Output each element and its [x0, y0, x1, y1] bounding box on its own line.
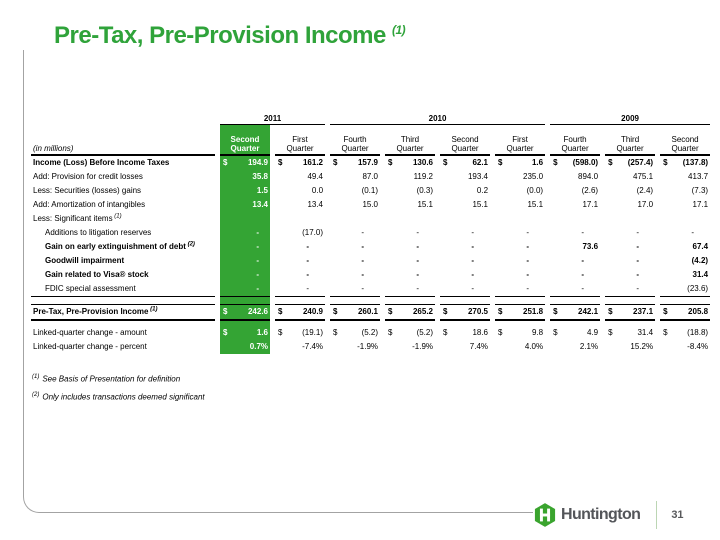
row-label: Gain related to Visa® stock — [45, 270, 149, 280]
value-cell: - — [526, 242, 530, 252]
column-header: Fourth Quarter — [550, 125, 600, 156]
currency-symbol: $ — [498, 307, 503, 317]
value-cell — [495, 212, 545, 226]
value-cell — [550, 212, 600, 226]
year-group-header: 2010 — [330, 108, 545, 125]
value-cell: - — [636, 270, 640, 280]
footer-divider — [656, 501, 657, 529]
value-cell: - — [636, 242, 640, 252]
footnote-1 — [32, 374, 205, 384]
value-cell: $ 270.5 — [440, 304, 490, 321]
spacer-row — [31, 297, 710, 304]
value-cell: 15.1 — [527, 200, 544, 210]
footnote-2 — [32, 392, 205, 402]
table-row — [31, 340, 710, 354]
year-group-header: 2011 — [220, 108, 325, 125]
value-cell: - — [306, 256, 310, 266]
currency-symbol: $ — [498, 158, 503, 168]
value-cell: $ 1.6 — [498, 158, 544, 168]
value-cell: 31.4 — [692, 270, 709, 280]
value-cell: 17.0 — [637, 200, 654, 210]
value-cell: $ (19.1) — [278, 328, 324, 338]
spacer-cell — [550, 297, 600, 304]
spacer-cell — [220, 297, 270, 304]
column-header: Second Quarter — [660, 125, 710, 156]
table-row — [31, 326, 710, 340]
value-cell: $ (257.4) — [608, 158, 654, 168]
value-cell: - — [605, 282, 655, 297]
value-cell: - — [220, 226, 270, 240]
footnotes — [32, 374, 205, 409]
table-row — [31, 304, 710, 321]
currency-symbol: $ — [443, 307, 448, 317]
value-cell: - — [581, 256, 585, 266]
footnote-1-text: See Basis of Presentation for definition — [42, 374, 181, 384]
value-cell: 4.0% — [524, 342, 544, 352]
currency-symbol: $ — [498, 328, 503, 338]
footer-logo-block — [534, 500, 684, 530]
currency-symbol: $ — [388, 158, 393, 168]
spacer-cell — [605, 297, 655, 304]
value-cell: 2.1% — [579, 342, 599, 352]
value-cell — [275, 212, 325, 226]
value-cell: 119.2 — [413, 172, 434, 182]
value-cell: - — [691, 228, 695, 238]
value-cell: - — [526, 228, 530, 238]
currency-symbol: $ — [663, 158, 668, 168]
value-cell: -1.9% — [412, 342, 434, 352]
spacer-cell — [440, 297, 490, 304]
row-label: Less: Securities (losses) gains — [33, 186, 142, 196]
value-cell: $ 237.1 — [605, 304, 655, 321]
currency-symbol: $ — [553, 307, 558, 317]
table-row — [31, 282, 710, 297]
value-cell: $ (18.8) — [663, 328, 709, 338]
value-cell: -1.9% — [357, 342, 379, 352]
value-cell: $ 31.4 — [608, 328, 654, 338]
value-cell: $ (5.2) — [388, 328, 434, 338]
value-cell: - — [636, 256, 640, 266]
income-table-container — [26, 108, 716, 354]
in-millions-label: (in millions) — [31, 125, 215, 156]
currency-symbol: $ — [388, 307, 393, 317]
value-cell: 17.1 — [692, 200, 709, 210]
value-cell: 87.0 — [362, 172, 379, 182]
currency-symbol: $ — [608, 307, 613, 317]
spacer-cell — [385, 297, 435, 304]
value-cell: - — [495, 282, 545, 297]
table-row — [31, 212, 710, 226]
value-cell: $ 251.8 — [495, 304, 545, 321]
table-header — [31, 108, 710, 156]
value-cell — [440, 212, 490, 226]
huntington-logo-icon — [534, 503, 556, 527]
currency-symbol: $ — [553, 328, 558, 338]
value-cell: $ 265.2 — [385, 304, 435, 321]
table-body — [31, 156, 710, 354]
value-cell: - — [416, 242, 420, 252]
page-number: 31 — [671, 509, 684, 521]
page-title-footnote-marker: (1) — [392, 23, 406, 37]
value-cell: - — [471, 256, 475, 266]
value-cell: (0.1) — [361, 186, 379, 196]
value-cell: 193.4 — [467, 172, 489, 182]
value-cell: - — [220, 282, 270, 297]
currency-symbol: $ — [223, 328, 228, 338]
footnote-1-marker: (1) — [32, 374, 40, 380]
row-label: Linked-quarter change - amount — [33, 328, 147, 338]
value-cell: 475.1 — [633, 172, 654, 182]
value-cell: $ 18.6 — [443, 328, 489, 338]
value-cell: 1.5 — [220, 184, 270, 198]
value-cell: $ 194.9 — [220, 156, 270, 170]
value-cell: 15.1 — [472, 200, 489, 210]
value-cell: $ 157.9 — [333, 158, 379, 168]
value-cell: $ 205.8 — [660, 304, 710, 321]
column-header: First Quarter — [495, 125, 545, 156]
page-title-text: Pre-Tax, Pre-Provision Income — [54, 22, 386, 49]
table-row — [31, 226, 710, 240]
value-cell: - — [416, 256, 420, 266]
value-cell: - — [220, 268, 270, 282]
value-cell: - — [471, 242, 475, 252]
column-header: Third Quarter — [385, 125, 435, 156]
spacer-cell — [495, 297, 545, 304]
value-cell: - — [416, 270, 420, 280]
currency-symbol: $ — [278, 328, 283, 338]
value-cell: 894.0 — [578, 172, 599, 182]
value-cell: 15.2% — [630, 342, 654, 352]
value-cell: -7.4% — [302, 342, 324, 352]
value-cell: 17.1 — [582, 200, 599, 210]
value-cell: $ 9.8 — [498, 328, 544, 338]
value-cell: - — [471, 228, 475, 238]
table-row — [31, 254, 710, 268]
value-cell: - — [220, 254, 270, 268]
column-header: Fourth Quarter — [330, 125, 380, 156]
value-cell: - — [306, 270, 310, 280]
value-cell: $ 62.1 — [443, 158, 489, 168]
row-label: Add: Provision for credit losses — [33, 172, 143, 182]
income-table — [26, 108, 715, 354]
value-cell: - — [581, 228, 585, 238]
value-cell: - — [361, 256, 365, 266]
currency-symbol: $ — [333, 307, 338, 317]
value-cell: $ 242.1 — [550, 304, 600, 321]
currency-symbol: $ — [608, 158, 613, 168]
value-cell: $ (5.2) — [333, 328, 379, 338]
currency-symbol: $ — [388, 328, 393, 338]
row-label: Goodwill impairment — [45, 256, 125, 266]
spacer-cell — [330, 297, 380, 304]
table-row — [31, 240, 710, 254]
value-cell: 413.7 — [688, 172, 709, 182]
value-cell: 235.0 — [523, 172, 544, 182]
table-row — [31, 198, 710, 212]
value-cell: $ (598.0) — [553, 158, 599, 168]
value-cell: 35.8 — [220, 170, 270, 184]
value-cell: 0.2 — [476, 186, 489, 196]
value-cell: - — [440, 282, 490, 297]
footnote-2-text: Only includes transactions deemed significant — [42, 392, 205, 402]
corner-cell — [31, 108, 215, 125]
row-label: Additions to litigation reserves — [45, 228, 152, 238]
value-cell: -8.4% — [687, 342, 709, 352]
value-cell: - — [361, 270, 365, 280]
value-cell: (0.0) — [526, 186, 544, 196]
year-header-row — [31, 108, 710, 125]
value-cell: - — [361, 228, 365, 238]
value-cell: - — [330, 282, 380, 297]
currency-symbol: $ — [663, 328, 668, 338]
value-cell: - — [550, 282, 600, 297]
value-cell — [330, 212, 380, 226]
value-cell: (0.3) — [416, 186, 434, 196]
currency-symbol: $ — [223, 158, 228, 168]
footnote-2-marker: (2) — [32, 391, 40, 398]
value-cell: (2.6) — [581, 186, 599, 196]
value-cell: - — [636, 228, 640, 238]
value-cell: $ (137.8) — [663, 158, 709, 168]
currency-symbol: $ — [223, 307, 228, 317]
value-cell — [220, 212, 270, 226]
value-cell: 73.6 — [582, 242, 599, 252]
value-cell: - — [306, 242, 310, 252]
row-label: Pre-Tax, Pre-Provision Income $^{(1)}$ — [31, 304, 215, 321]
table-row — [31, 156, 710, 170]
page-title — [54, 22, 405, 50]
value-cell: - — [275, 282, 325, 297]
value-cell: (2.4) — [636, 186, 654, 196]
value-cell: 13.4 — [220, 198, 270, 212]
column-header: Second Quarter — [220, 125, 270, 156]
row-label: Less: Significant items $^{(1)}$ — [33, 213, 122, 224]
value-cell: - — [220, 240, 270, 254]
value-cell: $ 4.9 — [553, 328, 599, 338]
currency-symbol: $ — [278, 307, 283, 317]
column-header: Third Quarter — [605, 125, 655, 156]
row-label: FDIC special assessment — [31, 282, 215, 297]
row-label: Add: Amortization of intangibles — [33, 200, 146, 210]
value-cell: 67.4 — [692, 242, 709, 252]
currency-symbol: $ — [278, 158, 283, 168]
value-cell: - — [526, 256, 530, 266]
currency-symbol: $ — [553, 158, 558, 168]
value-cell — [385, 212, 435, 226]
row-label: Income (Loss) Before Income Taxes — [33, 158, 170, 168]
value-cell: - — [361, 242, 365, 252]
value-cell: (17.0) — [302, 228, 324, 238]
currency-symbol: $ — [443, 328, 448, 338]
value-cell: $ 240.9 — [275, 304, 325, 321]
value-cell: 0.0 — [311, 186, 324, 196]
table-row — [31, 184, 710, 198]
value-cell: - — [471, 270, 475, 280]
currency-symbol: $ — [443, 158, 448, 168]
value-cell — [660, 212, 710, 226]
value-cell: 15.1 — [417, 200, 434, 210]
spacer-cell — [275, 297, 325, 304]
value-cell: 0.7% — [220, 340, 270, 354]
value-cell: (4.2) — [691, 256, 709, 266]
year-group-header: 2009 — [550, 108, 710, 125]
column-header: Second Quarter — [440, 125, 490, 156]
value-cell: $ 130.6 — [388, 158, 434, 168]
huntington-logo-text: Huntington — [561, 506, 641, 523]
currency-symbol: $ — [608, 328, 613, 338]
value-cell: - — [385, 282, 435, 297]
value-cell: - — [526, 270, 530, 280]
currency-symbol: $ — [663, 307, 668, 317]
value-cell: (23.6) — [660, 282, 710, 297]
value-cell: 13.4 — [307, 200, 324, 210]
value-cell: 15.0 — [362, 200, 379, 210]
value-cell — [605, 212, 655, 226]
value-cell: $ 1.6 — [220, 326, 270, 340]
column-header: First Quarter — [275, 125, 325, 156]
value-cell: $ 161.2 — [278, 158, 324, 168]
value-cell: - — [581, 270, 585, 280]
spacer-cell — [31, 297, 215, 304]
value-cell: $ 242.6 — [220, 304, 270, 321]
quarter-header-row — [31, 125, 710, 156]
value-cell: 49.4 — [307, 172, 324, 182]
row-label: Gain on early extinguishment of debt $^{(2)}$ — [45, 241, 195, 252]
value-cell: $ 260.1 — [330, 304, 380, 321]
value-cell: - — [416, 228, 420, 238]
value-cell: 7.4% — [469, 342, 489, 352]
currency-symbol: $ — [333, 328, 338, 338]
currency-symbol: $ — [333, 158, 338, 168]
table-row — [31, 170, 710, 184]
spacer-cell — [660, 297, 710, 304]
table-row — [31, 268, 710, 282]
row-label: Linked-quarter change - percent — [33, 342, 147, 352]
value-cell: (7.3) — [691, 186, 709, 196]
